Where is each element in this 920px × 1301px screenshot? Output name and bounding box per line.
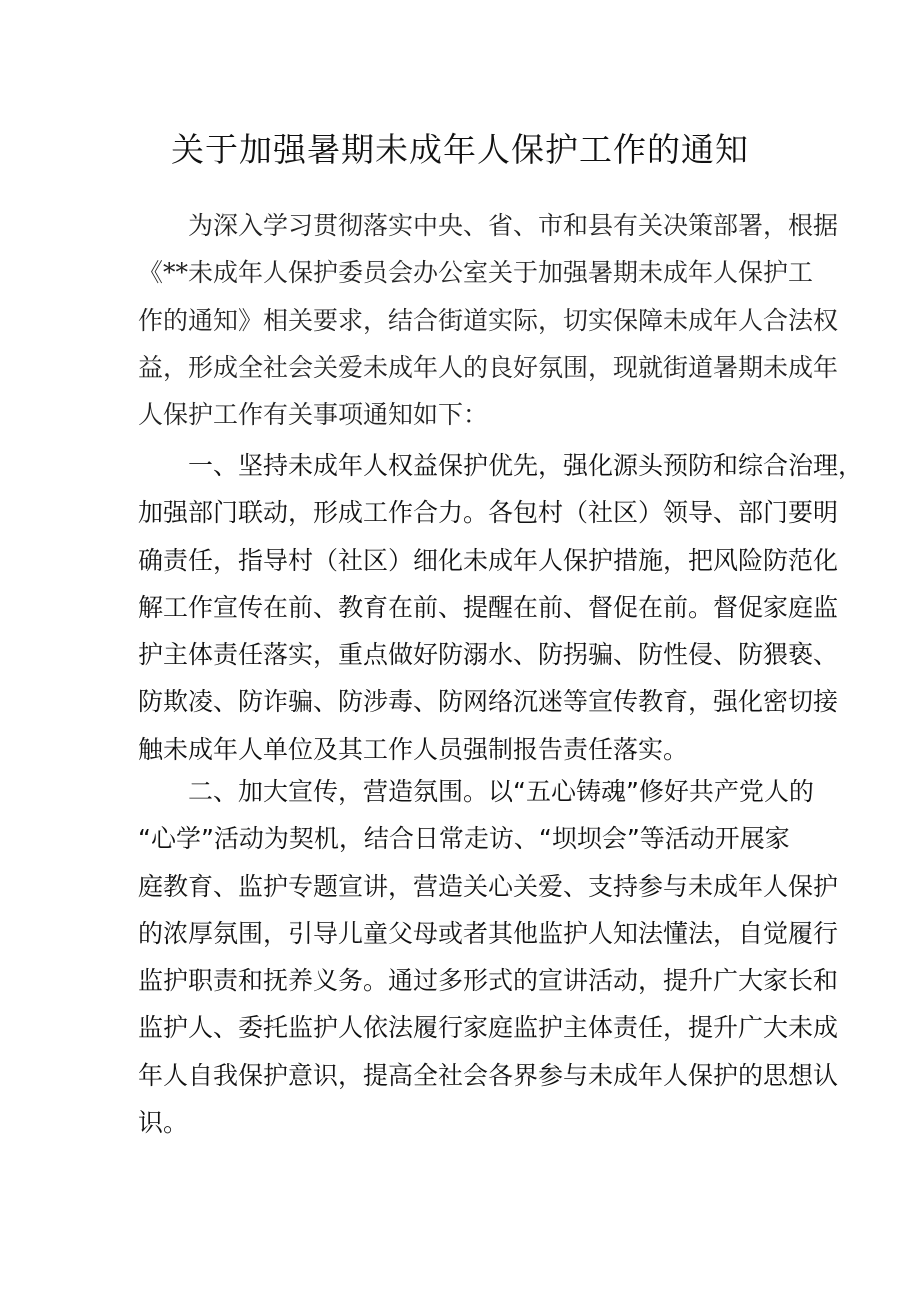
text-line: 确责任，指导村（社区）细化未成年人保护措施，把风险防范化 [138,545,839,575]
section-one-paragraph [138,442,864,773]
document-title: 关于加强暑期未成年人保护工作的通知 [171,130,749,169]
text-line: 监护职责和抚养义务。通过多形式的宣讲活动，提升广大家长和 [138,966,839,996]
text-line: 解工作宣传在前、教育在前、提醒在前、督促在前。督促家庭监 [138,592,839,622]
text-line: 护主体责任落实，重点做好防溺水、防拐骗、防性侵、防猥亵、 [138,640,839,670]
text-line: 人保护工作有关事项通知如下： [138,400,489,430]
section-two-paragraph [138,768,839,1146]
text-line: 益，形成全社会关爱未成年人的良好氛围，现就街道暑期未成年 [138,352,839,382]
text-line: 防欺凌、防诈骗、防涉毒、防网络沉迷等宣传教育，强化密切接 [138,687,839,717]
text-line: 识。 [138,1108,189,1138]
text-line: 作的通知》相关要求，结合街道实际，切实保障未成年人合法权 [138,305,839,335]
text-line: 《**未成年人保护委员会办公室关于加强暑期未成年人保护工 [138,258,814,288]
text-line: 监护人、委托监护人依法履行家庭监护主体责任，提升广大未成 [138,1013,839,1043]
text-line: 触未成年人单位及其工作人员强制报告责任落实。 [138,734,689,764]
text-line: 二、加大宣传，营造氛围。以“五心铸魂”修好共产党人的 [188,777,814,806]
text-line: 为深入学习贯彻落实中央、省、市和县有关决策部署，根据 [188,211,839,240]
text-line: “心学”活动为契机，结合日常走访、“坝坝会”等活动开展家 [138,824,790,854]
text-line: 庭教育、监护专题宣讲，营造关心关爱、支持参与未成年人保护 [138,871,839,901]
text-line: 年人自我保护意识，提高全社会各界参与未成年人保护的思想认 [138,1060,839,1090]
text-line: 一、坚持未成年人权益保护优先，强化源头预防和综合治理， [188,451,864,480]
intro-paragraph [138,202,839,438]
text-line: 的浓厚氛围，引导儿童父母或者其他监护人知法懂法，自觉履行 [138,918,839,948]
text-line: 加强部门联动，形成工作合力。各包村（社区）领导、部门要明 [138,498,839,528]
